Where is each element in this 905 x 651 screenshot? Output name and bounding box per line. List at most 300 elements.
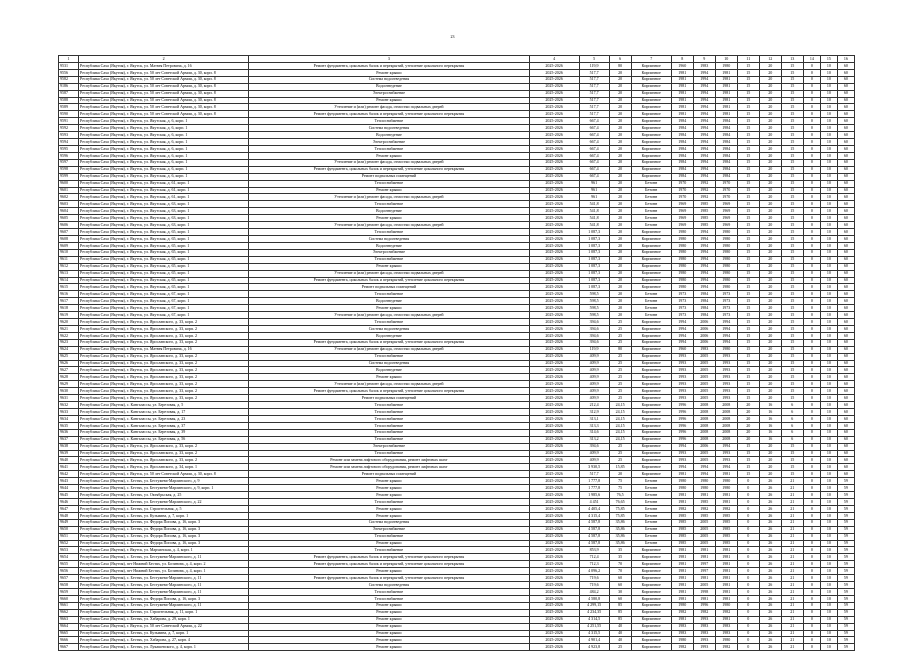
value-cell: 60 [837, 222, 854, 229]
year-cell: 1981 [715, 471, 737, 478]
year-cell: 1994 [693, 104, 715, 111]
value-cell: 60 [837, 145, 854, 152]
work-type-cell: Ремонт крыши [249, 305, 529, 312]
year-cell: 1980 [715, 346, 737, 353]
year-cell: 1984 [715, 145, 737, 152]
column-header: 8 [671, 56, 693, 63]
area-cell: 409,9 [579, 367, 609, 374]
material-cell: Кирпичное [631, 319, 671, 326]
year-cell: 1984 [671, 139, 693, 146]
value-cell: 20 [759, 367, 781, 374]
year-cell: 1994 [693, 118, 715, 125]
value-cell: 20 [759, 83, 781, 90]
value-cell: 26 [759, 505, 781, 512]
value-cell: 59 [837, 526, 854, 533]
value-cell: 10 [820, 568, 837, 575]
value-cell: 21 [781, 505, 803, 512]
period-cell: 2025-2026 [529, 242, 579, 249]
year-cell: 1984 [671, 152, 693, 159]
value-cell: 10 [820, 339, 837, 346]
area-cell: 212,4 [579, 402, 609, 409]
address-cell: Республика Саха (Якутия), с. Кангалассы, ул. Березовая, д. 23 [79, 415, 249, 422]
value-cell: 0 [803, 492, 820, 499]
area-cell: 119,9 [579, 62, 609, 69]
year-cell: 1993 [715, 450, 737, 457]
address-cell: Республика Саха (Якутия), пгт Нижний Бестях, ул. Бозинова, д. 4, корп. 2 [79, 561, 249, 568]
period-cell: 2025-2026 [529, 499, 579, 506]
material-cell: Кирпичное [631, 450, 671, 457]
year-cell: 1981 [715, 561, 737, 568]
value-cell: 20 [759, 104, 781, 111]
year-cell: 1982 [693, 609, 715, 616]
work-type-cell: Система водоотведения [249, 76, 529, 83]
table-row [59, 616, 855, 623]
year-cell: 1973 [715, 298, 737, 305]
work-type-cell: Теплоснабжение [249, 547, 529, 554]
value-cell: 21 [781, 630, 803, 637]
row-number-cell: 9556 [59, 69, 79, 76]
area-cell: 313,3 [579, 422, 609, 429]
year-cell: 1970 [671, 194, 693, 201]
year-cell: 1994 [693, 284, 715, 291]
value-cell: 59 [837, 616, 854, 623]
address-cell: Республика Саха (Якутия), с. Бестях, ул. Строительная, д. 11, корп. 1 [79, 609, 249, 616]
table-row [59, 561, 855, 568]
value-cell: 15 [781, 367, 803, 374]
year-cell: 1993 [671, 360, 693, 367]
value-cell: 60 [837, 194, 854, 201]
area-cell: 712,4 [579, 554, 609, 561]
year-cell: 1985 [671, 533, 693, 540]
value-cell: 10 [820, 249, 837, 256]
value-cell: 59 [837, 637, 854, 644]
row-number-cell: 9617 [59, 298, 79, 305]
value-cell: 10 [820, 256, 837, 263]
value-cell: 20 [759, 312, 781, 319]
value-cell: 0 [803, 533, 820, 540]
year-cell: 1993 [693, 616, 715, 623]
value-cell: 60 [837, 436, 854, 443]
table-row [59, 319, 855, 326]
value-cell: 10 [820, 409, 837, 416]
period-cell: 2025-2026 [529, 145, 579, 152]
wear-cell: 20 [609, 125, 631, 132]
year-cell: 1980 [715, 249, 737, 256]
value-cell: 15 [781, 180, 803, 187]
wear-cell: 25 [609, 360, 631, 367]
row-number-cell: 9596 [59, 152, 79, 159]
address-cell: Республика Саха (Якутия), г. Якутск, ул. Матвея Петровича, д. 16 [79, 62, 249, 69]
value-cell: 21 [781, 609, 803, 616]
year-cell: 2008 [693, 409, 715, 416]
year-cell: 1994 [693, 229, 715, 236]
year-cell: 1969 [715, 222, 737, 229]
table-row [59, 325, 855, 332]
value-cell: 10 [820, 125, 837, 132]
work-type-cell: Ремонт крыши [249, 568, 529, 575]
value-cell: 15 [737, 277, 759, 284]
address-cell: Республика Саха (Якутия), г. Якутск, ул. Якутская, д. 65, корп. 1 [79, 277, 249, 284]
value-cell: 26 [759, 630, 781, 637]
row-number-cell: 9651 [59, 533, 79, 540]
table-row [59, 312, 855, 319]
material-cell: Кирпичное [631, 132, 671, 139]
address-cell: Республика Саха (Якутия), г. Якутск, ул. Якутская, д. 6, корп. 1 [79, 132, 249, 139]
value-cell: 60 [837, 118, 854, 125]
value-cell: 26 [759, 492, 781, 499]
year-cell: 1996 [671, 436, 693, 443]
value-cell: 0 [803, 104, 820, 111]
work-type-cell: Теплоснабжение [249, 402, 529, 409]
work-type-cell: Электроснабжение [249, 526, 529, 533]
table-row [59, 76, 855, 83]
year-cell: 2008 [693, 402, 715, 409]
value-cell: 10 [820, 284, 837, 291]
year-cell: 1985 [671, 540, 693, 547]
wear-cell: 20 [609, 118, 631, 125]
year-cell: 1980 [671, 485, 693, 492]
value-cell: 0 [803, 166, 820, 173]
value-cell: 26 [759, 519, 781, 526]
table-row [59, 374, 855, 381]
wear-cell: 20 [609, 201, 631, 208]
year-cell: 1981 [715, 568, 737, 575]
year-cell: 1994 [693, 464, 715, 471]
period-cell: 2025-2026 [529, 623, 579, 630]
year-cell: 1994 [715, 443, 737, 450]
year-cell: 1984 [715, 132, 737, 139]
address-cell: Республика Саха (Якутия), г. Якутск, ул. Якутская, д. 63, корп. 1 [79, 215, 249, 222]
material-cell: Бетонн [631, 499, 671, 506]
material-cell: Кирпичное [631, 561, 671, 568]
year-cell: 1993 [671, 388, 693, 395]
material-cell: Кирпичное [631, 575, 671, 582]
wear-cell: 40 [609, 630, 631, 637]
table-row [59, 152, 855, 159]
material-cell: Бетонн [631, 187, 671, 194]
year-cell: 1993 [715, 353, 737, 360]
value-cell: 15 [737, 395, 759, 402]
value-cell: 0 [803, 526, 820, 533]
year-cell: 2005 [693, 353, 715, 360]
value-cell: 0 [737, 505, 759, 512]
value-cell: 59 [837, 547, 854, 554]
table-row [59, 69, 855, 76]
address-cell: Республика Саха (Якутия), с. Бестях, ул. Федора Попова, д. 16, корп. 3 [79, 519, 249, 526]
area-cell: 853,9 [579, 547, 609, 554]
year-cell: 1984 [715, 173, 737, 180]
value-cell: 10 [820, 374, 837, 381]
year-cell: 1994 [671, 464, 693, 471]
column-header: 9 [693, 56, 715, 63]
row-number-cell: 9634 [59, 415, 79, 422]
value-cell: 0 [737, 499, 759, 506]
year-cell: 1980 [715, 263, 737, 270]
address-cell: Республика Саха (Якутия), г. Якутск, ул. Якутская, д. 6, корп. 1 [79, 118, 249, 125]
value-cell: 16 [759, 429, 781, 436]
value-cell: 10 [820, 69, 837, 76]
year-cell: 2005 [693, 374, 715, 381]
value-cell: 21 [781, 616, 803, 623]
material-cell: Кирпичное [631, 582, 671, 589]
wear-cell: 20 [609, 173, 631, 180]
value-cell: 15 [737, 83, 759, 90]
table-row [59, 443, 855, 450]
row-number-cell: 9608 [59, 235, 79, 242]
wear-cell: 25 [609, 353, 631, 360]
area-cell: 394,6 [579, 319, 609, 326]
material-cell: Бетонн [631, 208, 671, 215]
value-cell: 59 [837, 519, 854, 526]
value-cell: 60 [837, 388, 854, 395]
address-cell: Республика Саха (Якутия), с. Бестях, ул. Строительная, д. 5 [79, 505, 249, 512]
value-cell: 15 [781, 457, 803, 464]
table-row [59, 277, 855, 284]
row-number-cell: 9657 [59, 575, 79, 582]
period-cell: 2025-2026 [529, 215, 579, 222]
row-number-cell: 9654 [59, 554, 79, 561]
value-cell: 10 [820, 325, 837, 332]
value-cell: 60 [837, 422, 854, 429]
value-cell: 60 [837, 339, 854, 346]
value-cell: 59 [837, 630, 854, 637]
table-row [59, 201, 855, 208]
period-cell: 2025-2026 [529, 118, 579, 125]
work-type-cell: Ремонт подвальных помещений [249, 395, 529, 402]
table-row [59, 595, 855, 602]
area-cell: 1 985,6 [579, 492, 609, 499]
value-cell: 15 [737, 339, 759, 346]
value-cell: 10 [820, 235, 837, 242]
value-cell: 10 [820, 464, 837, 471]
area-cell: 1 087,3 [579, 242, 609, 249]
wear-cell: 20 [609, 215, 631, 222]
value-cell: 0 [803, 409, 820, 416]
value-cell: 10 [820, 319, 837, 326]
value-cell: 0 [803, 429, 820, 436]
value-cell: 20 [759, 270, 781, 277]
table-row [59, 602, 855, 609]
work-type-cell: Теплоснабжение [249, 595, 529, 602]
row-number-cell: 9653 [59, 547, 79, 554]
value-cell: 60 [837, 291, 854, 298]
year-cell: 1980 [671, 270, 693, 277]
year-cell: 1981 [671, 83, 693, 90]
wear-cell: 20 [609, 104, 631, 111]
area-cell: 484,2 [579, 588, 609, 595]
value-cell: 0 [737, 478, 759, 485]
material-cell: Кирпичное [631, 623, 671, 630]
value-cell: 59 [837, 595, 854, 602]
area-cell: 4 314,5 [579, 616, 609, 623]
work-type-cell: Водоотведение [249, 367, 529, 374]
address-cell: Республика Саха (Якутия), г. Якутск, ул. Якутская, д. 61, корп. 1 [79, 194, 249, 201]
area-cell: 4 234,35 [579, 609, 609, 616]
year-cell: 1981 [715, 595, 737, 602]
year-cell: 1980 [671, 602, 693, 609]
material-cell: Кирпичное [631, 353, 671, 360]
value-cell: 10 [820, 429, 837, 436]
period-cell: 2025-2026 [529, 298, 579, 305]
address-cell: Республика Саха (Якутия), с. Бестях, ул. Хабарова, д. 27, корп. 4 [79, 637, 249, 644]
work-type-cell: Ремонт крыши [249, 69, 529, 76]
wear-cell: 20 [609, 263, 631, 270]
year-cell: 1973 [671, 298, 693, 305]
material-cell: Кирпичное [631, 62, 671, 69]
area-cell: 667,4 [579, 173, 609, 180]
value-cell: 0 [803, 381, 820, 388]
period-cell: 2025-2026 [529, 90, 579, 97]
year-cell: 1970 [715, 180, 737, 187]
period-cell: 2025-2026 [529, 69, 579, 76]
work-type-cell: Ремонт фундамента, цокольных балок и перекрытий, утепление цокольного перекрытия [249, 561, 529, 568]
year-cell: 1980 [671, 256, 693, 263]
year-cell: 1969 [715, 208, 737, 215]
row-number-cell: 9611 [59, 256, 79, 263]
value-cell: 15 [781, 235, 803, 242]
year-cell: 1994 [715, 332, 737, 339]
address-cell: Республика Саха (Якутия), г. Якутск, ул. Ярославского, д. 33, корп. 2 [79, 367, 249, 374]
year-cell: 2005 [693, 360, 715, 367]
year-cell: 1980 [671, 478, 693, 485]
material-cell: Бетонн [631, 215, 671, 222]
year-cell: 1994 [671, 332, 693, 339]
value-cell: 15 [737, 381, 759, 388]
value-cell: 15 [781, 215, 803, 222]
table-row [59, 512, 855, 519]
value-cell: 0 [737, 485, 759, 492]
value-cell: 59 [837, 492, 854, 499]
value-cell: 10 [820, 270, 837, 277]
value-cell: 20 [737, 409, 759, 416]
work-type-cell: Водоотведение [249, 83, 529, 90]
wear-cell: 20 [609, 76, 631, 83]
work-type-cell: Ремонт или замена лифтового оборудования, ремонт лифтовых шахт [249, 457, 529, 464]
area-cell: 313,1 [579, 415, 609, 422]
work-type-cell: Ремонт крыши [249, 602, 529, 609]
year-cell: 1993 [715, 360, 737, 367]
area-cell: 667,4 [579, 145, 609, 152]
wear-cell: 24,15 [609, 409, 631, 416]
value-cell: 10 [820, 104, 837, 111]
value-cell: 20 [759, 76, 781, 83]
year-cell: 1981 [671, 616, 693, 623]
row-number-cell: 9531 [59, 62, 79, 69]
value-cell: 15 [781, 139, 803, 146]
year-cell: 1994 [693, 159, 715, 166]
wear-cell: 20 [609, 159, 631, 166]
value-cell: 10 [820, 547, 837, 554]
table-row [59, 395, 855, 402]
period-cell: 2025-2026 [529, 360, 579, 367]
year-cell: 1980 [715, 478, 737, 485]
year-cell: 1983 [715, 630, 737, 637]
value-cell: 0 [737, 609, 759, 616]
address-cell: Республика Саха (Якутия), г. Якутск, ул. Якутская, д. 6, корп. 1 [79, 159, 249, 166]
value-cell: 60 [837, 97, 854, 104]
period-cell: 2025-2026 [529, 367, 579, 374]
period-cell: 2025-2026 [529, 457, 579, 464]
value-cell: 0 [803, 118, 820, 125]
table-row [59, 457, 855, 464]
area-cell: 961 [579, 180, 609, 187]
value-cell: 0 [803, 471, 820, 478]
area-cell: 409,9 [579, 360, 609, 367]
value-cell: 15 [781, 277, 803, 284]
wear-cell: 20 [609, 83, 631, 90]
area-cell: 667,4 [579, 152, 609, 159]
value-cell: 20 [759, 125, 781, 132]
work-type-cell: Ремонт крыши [249, 187, 529, 194]
value-cell: 15 [781, 104, 803, 111]
year-cell: 1985 [671, 512, 693, 519]
work-type-cell: Система водоотведения [249, 235, 529, 242]
row-number-cell: 9642 [59, 471, 79, 478]
wear-cell: 20 [609, 242, 631, 249]
value-cell: 15 [781, 450, 803, 457]
value-cell: 20 [759, 374, 781, 381]
value-cell: 59 [837, 505, 854, 512]
row-number-cell: 9652 [59, 540, 79, 547]
value-cell: 0 [803, 187, 820, 194]
row-number-cell: 9639 [59, 450, 79, 457]
year-cell: 2006 [693, 443, 715, 450]
value-cell: 15 [737, 388, 759, 395]
material-cell: Кирпичное [631, 568, 671, 575]
value-cell: 0 [803, 97, 820, 104]
value-cell: 10 [820, 312, 837, 319]
value-cell: 15 [781, 229, 803, 236]
wear-cell: 20 [609, 69, 631, 76]
year-cell: 1996 [693, 602, 715, 609]
year-cell: 2008 [715, 436, 737, 443]
value-cell: 15 [737, 62, 759, 69]
address-cell: Республика Саха (Якутия), с. Кангалассы, ул. Березовая, д. 37 [79, 422, 249, 429]
value-cell: 26 [759, 575, 781, 582]
year-cell: 1980 [671, 235, 693, 242]
year-cell: 1960 [671, 346, 693, 353]
wear-cell: 25 [609, 325, 631, 332]
address-cell: Республика Саха (Якутия), г. Якутск, ул. 50 лет Советской Армии, д. 30, корп. 8 [79, 76, 249, 83]
wear-cell: 24,15 [609, 415, 631, 422]
value-cell: 60 [837, 139, 854, 146]
value-cell: 0 [803, 132, 820, 139]
value-cell: 15 [737, 69, 759, 76]
row-number-cell: 9627 [59, 367, 79, 374]
address-cell: Республика Саха (Якутия), с. Бестях, ул. Бестужева-Марлинского, д. 11 [79, 588, 249, 595]
value-cell: 0 [803, 540, 820, 547]
value-cell: 15 [781, 222, 803, 229]
table-row [59, 485, 855, 492]
table-row [59, 582, 855, 589]
row-number-cell: 9631 [59, 395, 79, 402]
value-cell: 0 [803, 194, 820, 201]
value-cell: 20 [737, 402, 759, 409]
year-cell: 1983 [693, 346, 715, 353]
area-cell: 4 587,8 [579, 526, 609, 533]
work-type-cell: Система водоотведения [249, 519, 529, 526]
value-cell: 60 [837, 69, 854, 76]
year-cell: 1993 [715, 367, 737, 374]
period-cell: 2025-2026 [529, 325, 579, 332]
value-cell: 10 [820, 616, 837, 623]
year-cell: 1981 [671, 588, 693, 595]
value-cell: 20 [759, 194, 781, 201]
year-cell: 1981 [715, 83, 737, 90]
value-cell: 26 [759, 637, 781, 644]
value-cell: 20 [759, 464, 781, 471]
value-cell: 20 [759, 360, 781, 367]
